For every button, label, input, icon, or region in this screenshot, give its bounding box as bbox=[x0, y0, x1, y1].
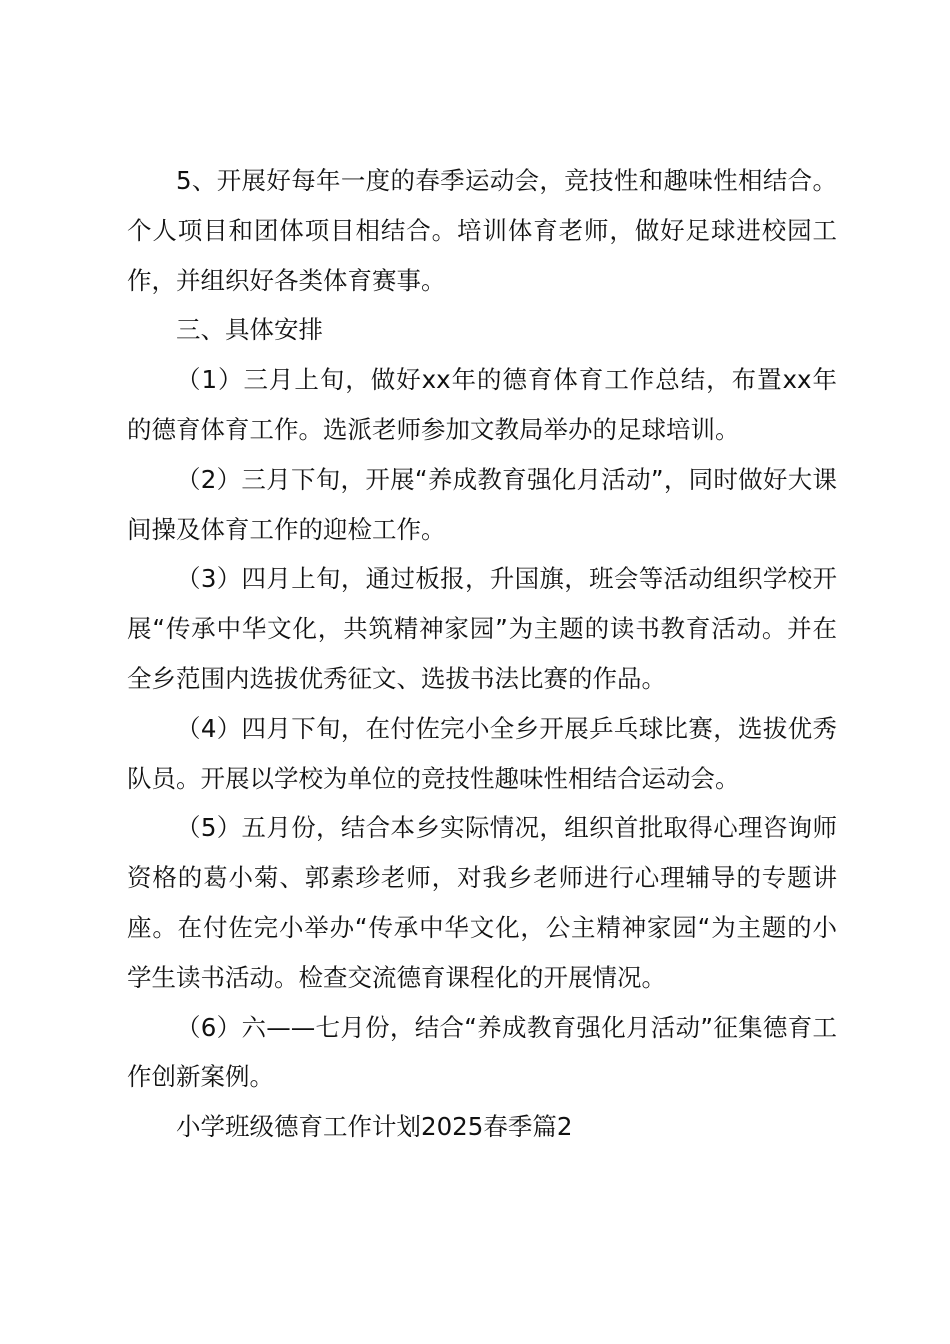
paragraph-may: （5）五月份，结合本乡实际情况，组织首批取得心理咨询师资格的葛小菊、郭素珍老师，对我乡老师进行心理辅导的专题讲座。在付佐完小举办“传承中华文化，公主精神家园“为主题的小学生读书活动。检查交流德育课程化的开展情况。 bbox=[127, 813, 837, 992]
paragraph-late-march: （2）三月下旬，开展“养成教育强化月活动”，同时做好大课间操及体育工作的迎检工作。 bbox=[127, 464, 837, 544]
document-body bbox=[127, 156, 837, 1152]
paragraph-sports-meet: 5、开展好每年一度的春季运动会，竞技性和趣味性相结合。个人项目和团体项目相结合。培训体育老师，做好足球进校园工作，并组织好各类体育赛事。 bbox=[127, 166, 837, 295]
paragraph-early-april: （3）四月上旬，通过板报，升国旗，班会等活动组织学校开展“传承中华文化，共筑精神家园”为主题的读书教育活动。并在全乡范围内选拔优秀征文、选拔书法比赛的作品。 bbox=[127, 564, 837, 693]
paragraph-late-april: （4）四月下旬，在付佐完小全乡开展乒乓球比赛，选拔优秀队员。开展以学校为单位的竞技性趣味性相结合运动会。 bbox=[127, 713, 837, 793]
next-section-title: 小学班级德育工作计划2025春季篇2 bbox=[176, 1112, 573, 1142]
paragraph-june-july: （6）六——七月份，结合“养成教育强化月活动”征集德育工作创新案例。 bbox=[127, 1012, 837, 1092]
section-heading-specific-arrangements: 三、具体安排 bbox=[176, 315, 323, 345]
paragraph-early-march: （1）三月上旬，做好xx年的德育体育工作总结，布置xx年的德育体育工作。选派老师参加文教局举办的足球培训。 bbox=[127, 365, 837, 444]
